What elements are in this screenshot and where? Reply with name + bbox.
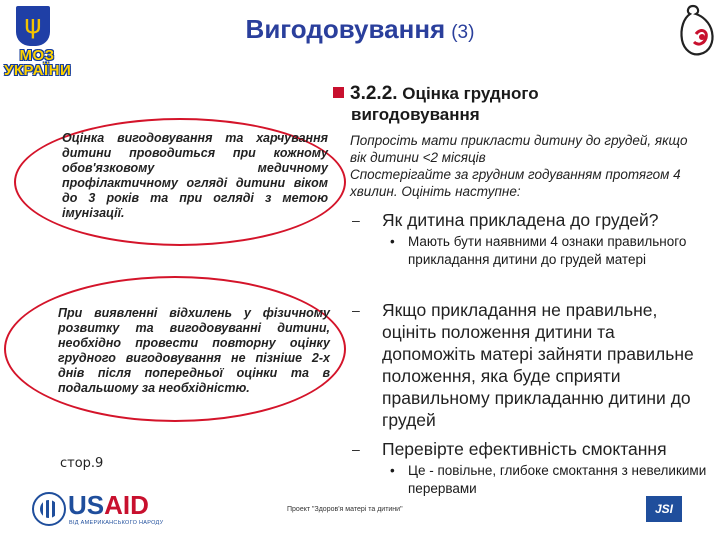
logo-text [4,48,70,78]
instruction-item-3-sub-text: Це - повільне, глибоке смоктання з невеликими перервами [408,463,707,496]
section-heading-line2: вигодовування [351,105,480,124]
dash-marker: – [352,302,360,318]
usaid-tagline: ВІД АМЕРИКАНСЬКОГО НАРОДУ [69,520,164,526]
logo-text-line2: УКРАЇНИ [4,62,72,79]
instruction-item-2-text: Якщо прикладання не правильне, оцініть положення дитини та допоможіть матері зайняти правильне положення, яка буде сприяти правильному прикладанню дитини до грудей [382,300,694,430]
footer-project-name: Проект "Здоров'я матері та дитини" [287,506,403,513]
instruction-item-3 [352,438,702,460]
intro-line-2: Спостерігайте за грудним годуванням протягом 4 хвилин. Оцініть наступне: [350,167,681,199]
dash-marker: – [352,212,360,228]
instruction-item-3-text: Перевірте ефективність смоктання [382,439,667,459]
mother-and-child-emblem-icon [668,4,718,60]
note-text-2: При виявленні відхилень у фізичному розвитку та вигодовуванні дитини, необхідно провести повторну оцінку грудного вигодовування не пізніше 2-х днів після попередньої оцінки та в подальшому за необхідністю. [58,306,330,395]
dash-marker: – [352,441,360,457]
instruction-item-3-sub [390,462,708,498]
usaid-wordmark [68,492,149,518]
square-bullet-icon [333,87,344,98]
instruction-item-1 [352,209,702,231]
page-title [0,14,720,45]
usaid-seal-icon [32,492,66,526]
jsi-logo: JSI [646,496,682,522]
usaid-logo [32,488,164,532]
logo-text-line1: МОЗ [19,47,55,64]
usaid-us: US [68,490,105,520]
page-title-text: Вигодовування [245,14,446,44]
page-number: стор.9 [60,456,104,471]
section-number: 3.2.2. [350,83,398,104]
page-title-number: (3) [451,22,475,43]
bullet-dot: • [390,463,395,478]
bullet-dot: • [390,234,395,249]
trident-coat-of-arms-icon: ψ [24,10,42,40]
section-heading [333,83,713,125]
instruction-item-1-sub [390,233,708,269]
instruction-item-1-text: Як дитина прикладена до грудей? [382,210,659,230]
instructions-intro [350,132,698,200]
note-text-1: Оцінка вигодовування та харчування дитини проводиться при кожному обов'язковому медичному профілактичному огляді дитини віком до 3 років та при огляді з метою імунізації. [62,131,328,220]
usaid-aid: AID [104,490,149,520]
section-heading-line1: Оцінка грудного [402,84,539,103]
intro-line-1: Попросіть мати прикласти дитину до грудей, якщо вік дитини <2 місяців [350,133,688,165]
instruction-item-2 [352,299,704,431]
instruction-item-1-sub-text: Мають бути наявними 4 ознаки правильного прикладання дитини до грудей матері [408,234,687,267]
